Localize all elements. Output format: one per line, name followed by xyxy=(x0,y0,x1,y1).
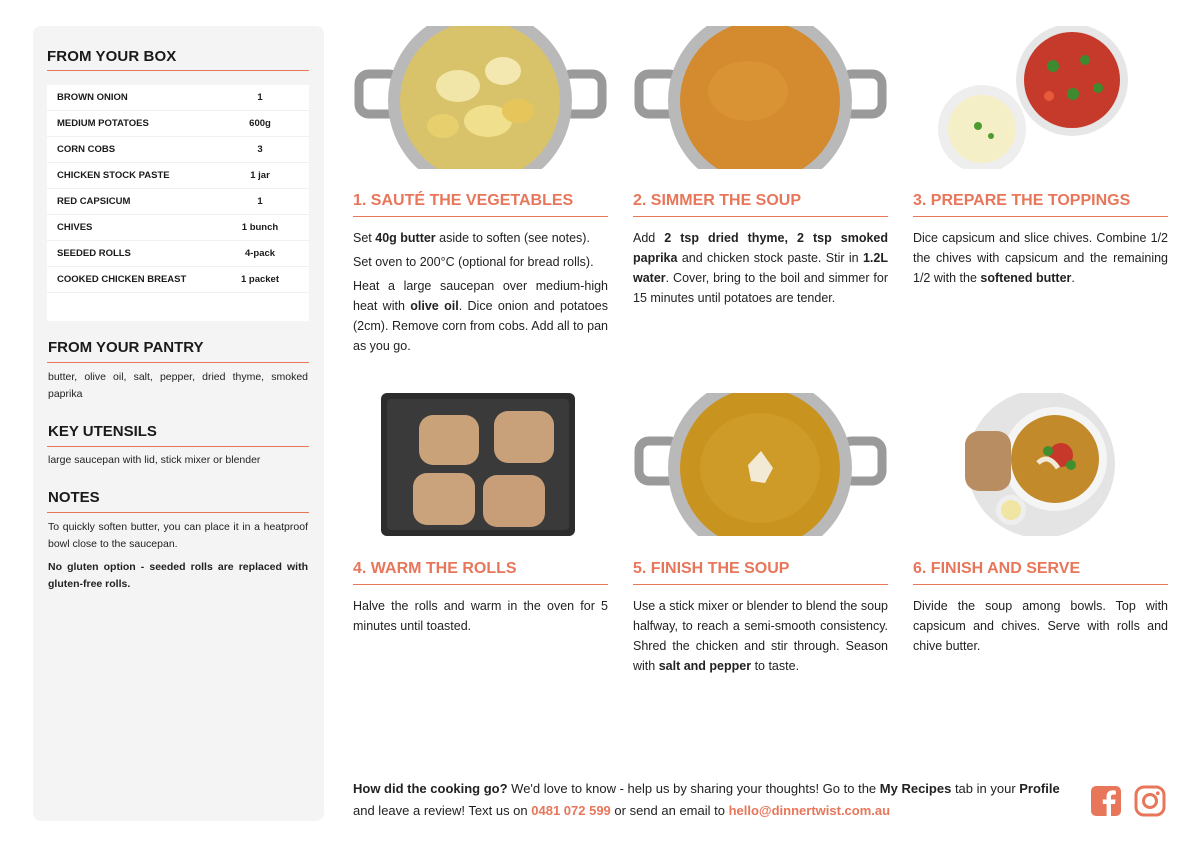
step-2-image xyxy=(633,26,888,169)
feedback-footer: How did the cooking go? We'd love to know - help us by sharing your thoughts! Go to the My Recipes tab in your Profile and leave a review! Text us on 0481 072 599 or send an email to hello@dinnertwist.com.au xyxy=(353,781,1060,818)
ingredient-name: MEDIUM POTATOES xyxy=(57,118,149,129)
ingredient-row xyxy=(47,267,309,293)
step-4-title: 4. WARM THE ROLLS xyxy=(353,560,517,577)
divider xyxy=(633,584,888,585)
email-link[interactable]: hello@dinnertwist.com.au xyxy=(728,803,891,818)
step-3-title: 3. PREPARE THE TOPPINGS xyxy=(913,192,1131,209)
ingredients-table xyxy=(47,85,309,321)
ingredient-name: BROWN ONION xyxy=(57,92,128,103)
profile-link[interactable]: Profile xyxy=(1019,781,1060,796)
divider xyxy=(47,446,309,447)
instagram-icon[interactable] xyxy=(1134,785,1166,817)
step-5-title: 5. FINISH THE SOUP xyxy=(633,560,790,577)
from-your-box-title: FROM YOUR BOX xyxy=(47,48,177,65)
utensils-text: large saucepan with lid, stick mixer or blender xyxy=(48,454,261,466)
ingredient-name: CHICKEN STOCK PASTE xyxy=(57,170,170,181)
divider xyxy=(47,362,309,363)
feedback-question: How did the cooking go? xyxy=(353,781,508,796)
ingredient-row xyxy=(47,111,309,137)
ingredient-row xyxy=(47,163,309,189)
step-3-body: Dice capsicum and slice chives. Combine 1/2 the chives with capsicum and the remaining 1/2 with the softened butter. xyxy=(913,231,1168,285)
step-6-title: 6. FINISH AND SERVE xyxy=(913,560,1081,577)
ingredient-qty: 1 packet xyxy=(240,274,280,285)
step-5-body: Use a stick mixer or blender to blend the soup halfway, to reach a semi-smooth consistency. Shred the chicken and stir through. Season with salt and pepper to taste. xyxy=(633,599,888,673)
notes-gluten: No gluten option - seeded rolls are replaced with gluten-free rolls. xyxy=(48,561,308,590)
step-5-image xyxy=(633,393,888,536)
divider xyxy=(353,216,608,217)
ingredient-row xyxy=(47,215,309,241)
ingredient-qty: 600g xyxy=(249,118,271,129)
ingredient-name: CORN COBS xyxy=(57,144,116,155)
step-4-body: Halve the rolls and warm in the oven for 5 minutes until toasted. xyxy=(353,599,608,633)
my-recipes-link[interactable]: My Recipes xyxy=(879,781,952,796)
ingredients-sidebar xyxy=(33,26,324,821)
step-2-body: Add 2 tsp dried thyme, 2 tsp smoked paprika and chicken stock paste. Stir in 1.2L water. Cover, bring to the boil and simmer for 15 minutes until potatoes are tender. xyxy=(633,231,888,305)
divider xyxy=(353,584,608,585)
ingredient-row xyxy=(47,189,309,215)
notes-text: To quickly soften butter, you can place it in a heatproof bowl close to the saucepan. xyxy=(48,521,308,550)
step-1-body: Set 40g butter aside to soften (see notes). Set oven to 200°C (optional for bread rolls). Heat a large saucepan over medium-high heat with olive oil. Dice onion and potatoes (2cm). Remove corn from cobs. Add all to pan as you go. xyxy=(353,231,608,353)
ingredient-name: SEEDED ROLLS xyxy=(57,248,131,259)
ingredient-qty: 1 xyxy=(257,196,263,207)
ingredient-row xyxy=(47,85,309,111)
step-6-image xyxy=(913,393,1168,536)
ingredient-qty: 3 xyxy=(257,144,263,155)
step-3-image xyxy=(913,26,1168,169)
step-4-image xyxy=(353,393,608,536)
ingredient-name: RED CAPSICUM xyxy=(57,196,131,207)
ingredient-row xyxy=(47,241,309,267)
phone-link[interactable]: 0481 072 599 xyxy=(531,803,611,818)
ingredient-name: CHIVES xyxy=(57,222,93,233)
ingredient-qty: 1 jar xyxy=(250,170,270,181)
ingredient-qty: 4-pack xyxy=(244,248,276,259)
divider xyxy=(913,584,1168,585)
ingredient-name: COOKED CHICKEN BREAST xyxy=(57,274,187,285)
step-1-title: 1. SAUTÉ THE VEGETABLES xyxy=(353,192,574,209)
facebook-icon[interactable] xyxy=(1090,785,1122,817)
divider xyxy=(913,216,1168,217)
pantry-text: butter, olive oil, salt, pepper, dried thyme, smoked paprika xyxy=(48,371,308,400)
divider xyxy=(47,512,309,513)
step-1-image xyxy=(353,26,608,169)
utensils-title: KEY UTENSILS xyxy=(48,423,157,440)
notes-title: NOTES xyxy=(48,489,100,506)
ingredient-row xyxy=(47,137,309,163)
step-2-title: 2. SIMMER THE SOUP xyxy=(633,192,802,209)
divider xyxy=(633,216,888,217)
divider xyxy=(47,70,309,71)
ingredient-qty: 1 xyxy=(257,92,263,103)
ingredient-qty: 1 bunch xyxy=(241,222,279,233)
pantry-title: FROM YOUR PANTRY xyxy=(48,339,204,356)
step-6-body: Divide the soup among bowls. Top with capsicum and chives. Serve with rolls and chive butter. xyxy=(913,599,1168,653)
